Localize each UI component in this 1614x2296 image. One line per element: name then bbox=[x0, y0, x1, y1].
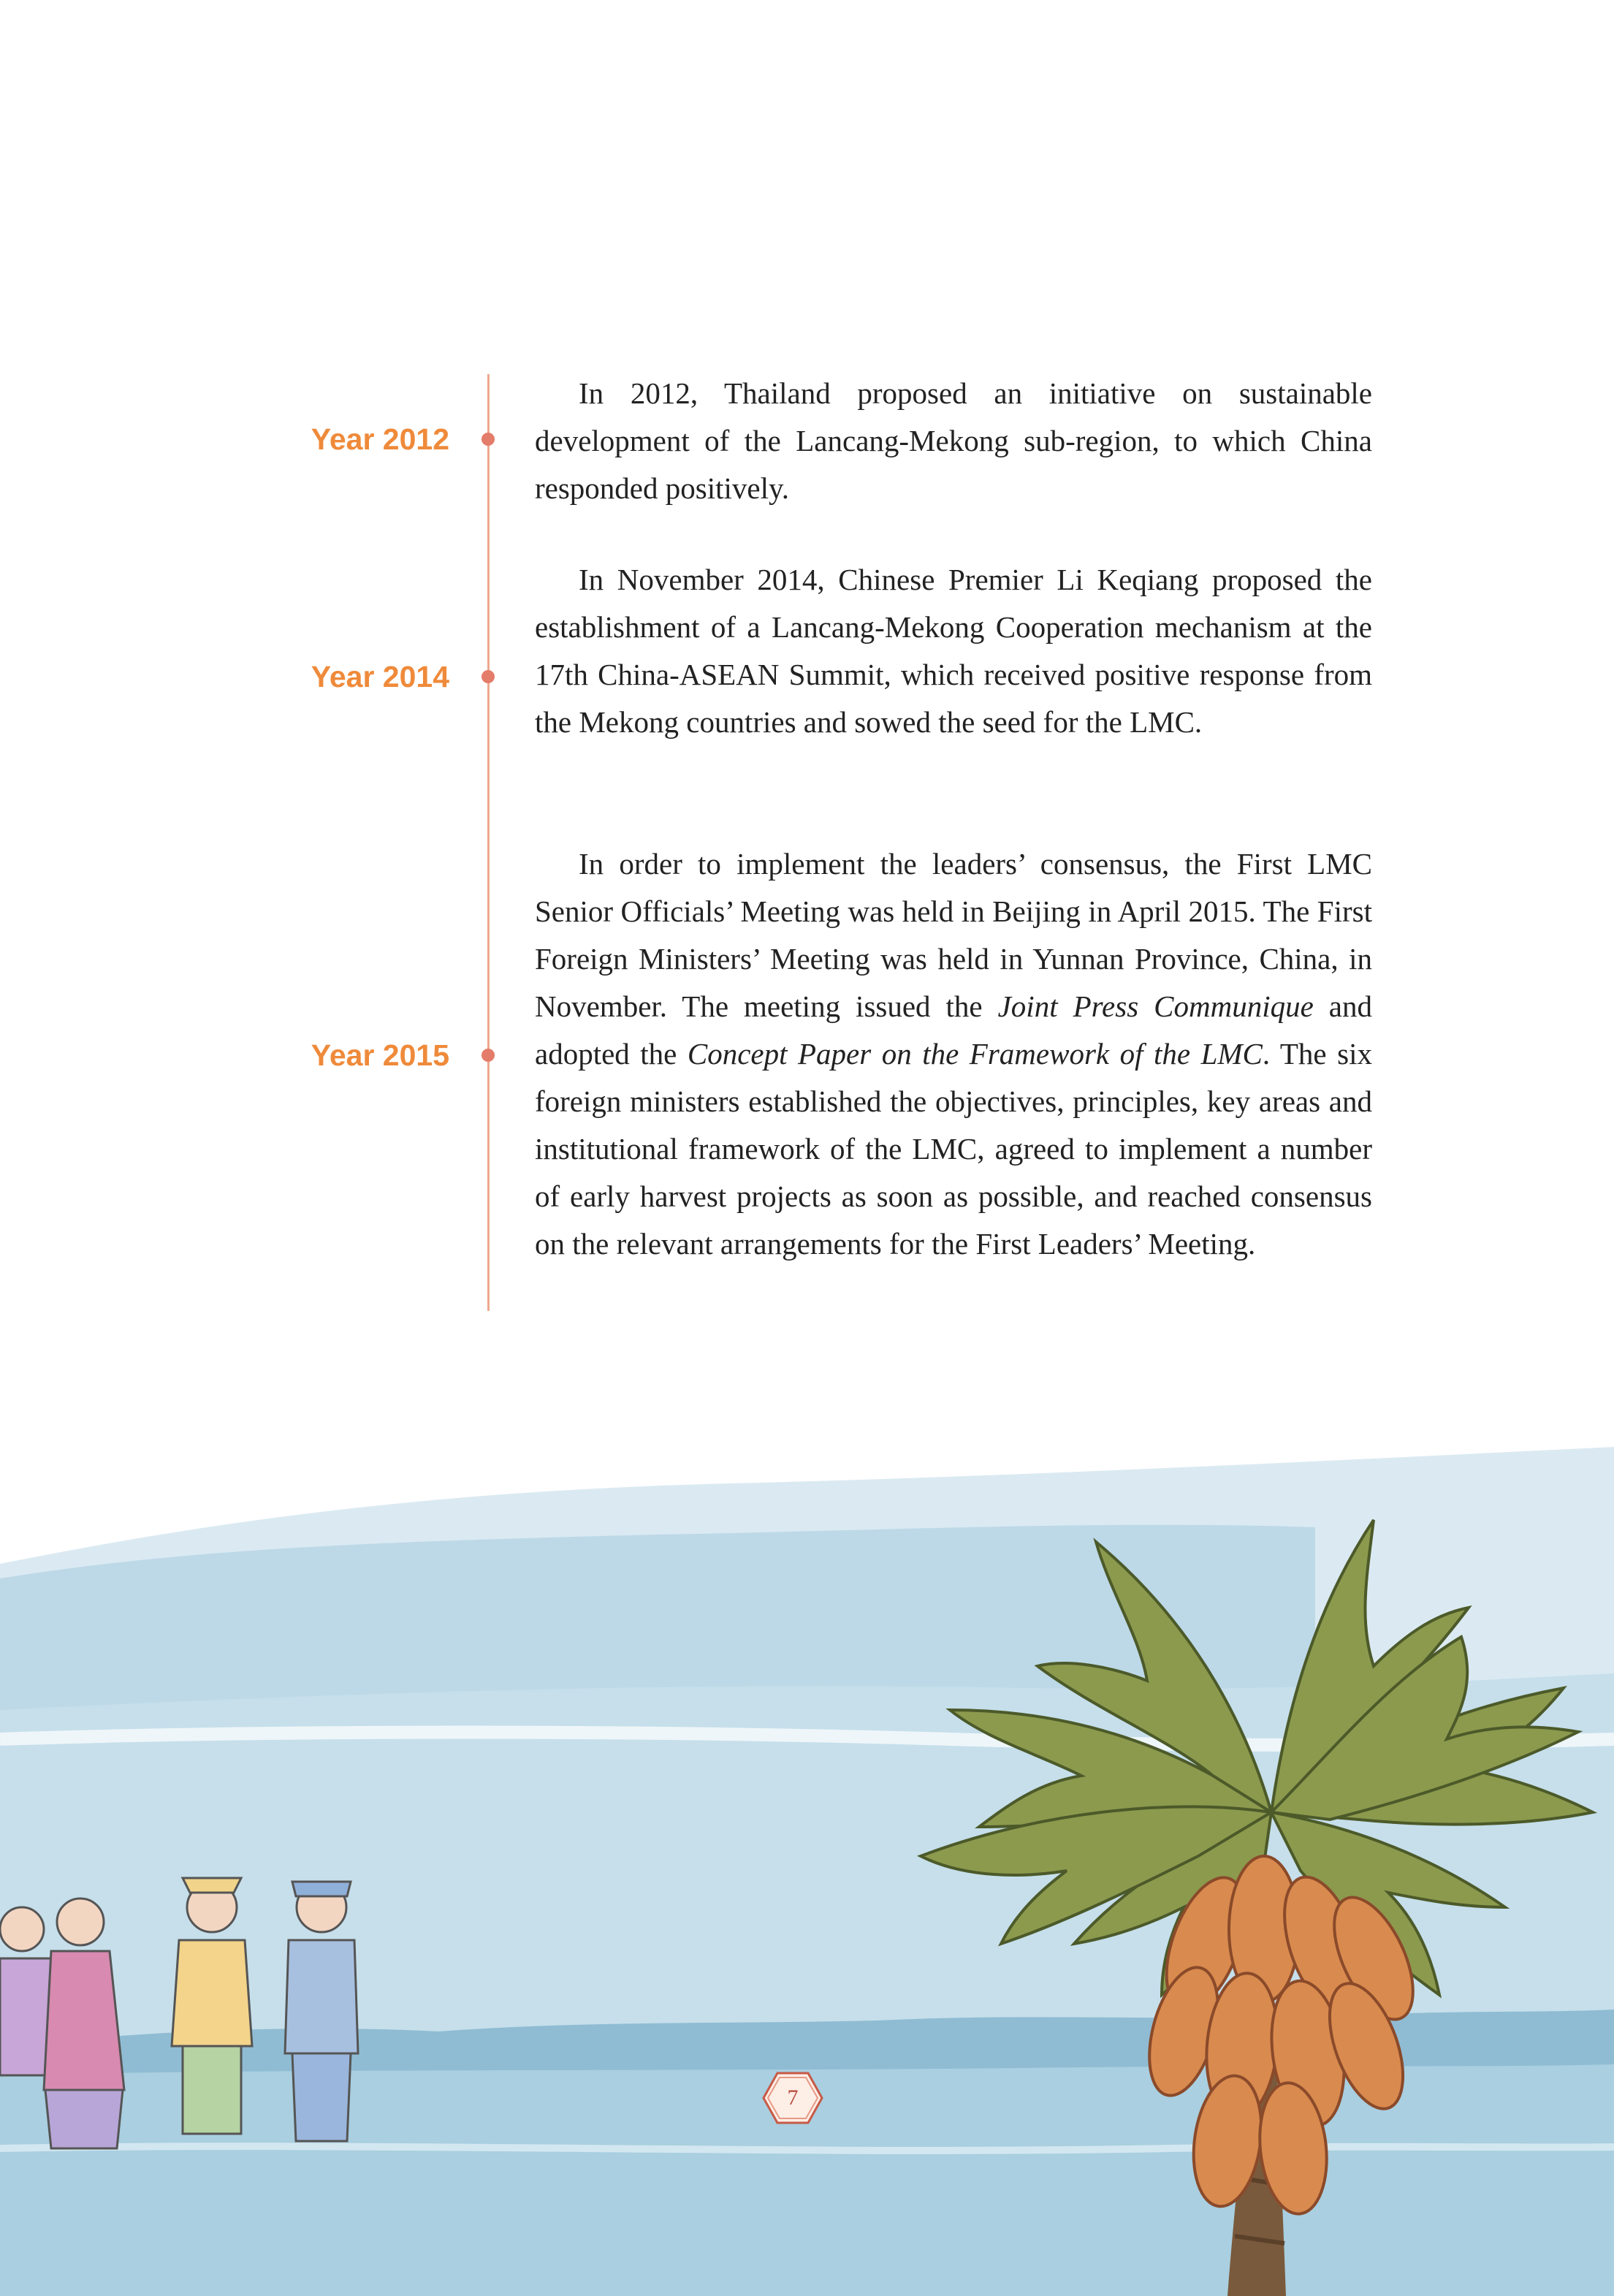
year-label-2014: Year 2014 bbox=[311, 660, 449, 693]
watercolor-riverbank-illustration bbox=[0, 1301, 1614, 2296]
page-number: 7 bbox=[787, 2086, 799, 2110]
paragraph-2015-part-a: In order to implement the leaders’ consensus, the First LMC Senior Officials’ Meeting was held in Beijing in April 2015. The First Foreign Ministers’ Meeting was held in Yunnan Province, China, in November. The meeting issued the bbox=[535, 847, 1372, 1023]
paragraph-2014: In November 2014, Chinese Premier Li Keqiang proposed the establishment of a Lancang-Mekong Cooperation mechanism at the 17th China-ASEAN Summit, which received positive response from the Mekong countries and sowed the seed for the LMC. bbox=[535, 563, 1372, 739]
page-number-badge bbox=[761, 2071, 824, 2125]
paragraph-2015-part-b: and adopted the bbox=[535, 989, 1372, 1071]
paragraph-2012: In 2012, Thailand proposed an initiative on sustainable development of the Lancang-Mekong sub-region, to which China responded positively. bbox=[535, 376, 1372, 505]
paragraph-2015 bbox=[535, 840, 1372, 1268]
paragraph-2015-part-c: . The six foreign ministers established the objectives, principles, key areas and institutional framework of the LMC, agreed to implement a number of early harvest projects as soon as possible, and reached consensus on the relevant arrangements for the First Leaders’ Meeting. bbox=[535, 1037, 1372, 1261]
year-label-2015: Year 2015 bbox=[311, 1038, 449, 1072]
joint-press-communique-title: Joint Press Communique bbox=[997, 989, 1314, 1023]
year-label-2012: Year 2012 bbox=[311, 422, 449, 456]
concept-paper-title: Concept Paper on the Framework of the LMC bbox=[687, 1037, 1263, 1071]
timeline-dot-2015 bbox=[481, 1049, 495, 1062]
timeline-dot-2012 bbox=[481, 433, 495, 446]
timeline-dot-2014 bbox=[481, 670, 495, 683]
timeline-line bbox=[487, 374, 490, 1311]
